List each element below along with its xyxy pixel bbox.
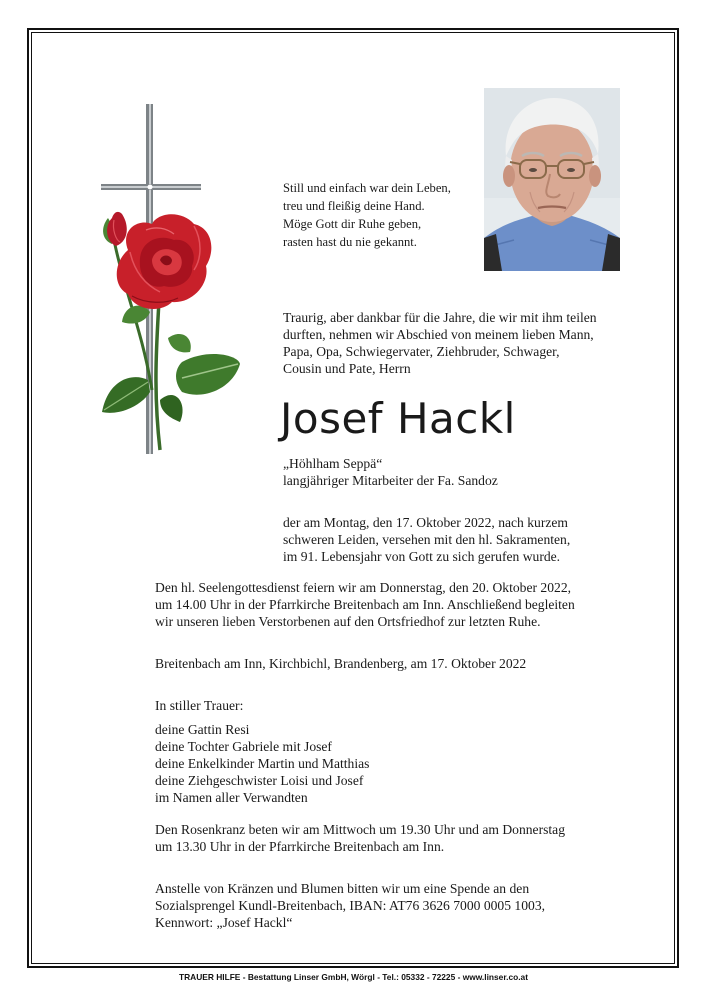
place-date: Breitenbach am Inn, Kirchbichl, Brandenberg, am 17. Oktober 2022 (155, 656, 527, 671)
poem-line: treu und fleißig deine Hand. (283, 199, 425, 213)
mourners-list (155, 721, 369, 806)
rosary-notice (155, 821, 565, 855)
donation-line: Anstelle von Kränzen und Blumen bitten wir um eine Spende an den (155, 881, 530, 896)
poem-line: rasten hast du nie gekannt. (283, 235, 417, 249)
poem-line: Still und einfach war dein Leben, (283, 181, 451, 195)
deceased-name: Josef Hackl (280, 394, 516, 443)
donation-line: Kennwort: „Josef Hackl“ (155, 915, 293, 930)
mass-line: Den hl. Seelengottesdienst feiern wir am Donnerstag, den 20. Oktober 2022, (155, 580, 572, 595)
portrait-photo (484, 88, 620, 271)
deceased-nickname: „Höhlham Seppä“ (283, 456, 383, 471)
death-line: im 91. Lebensjahr von Gott zu sich gerufen wurde. (283, 549, 561, 564)
mourner: deine Ziehgeschwister Loisi und Josef (155, 773, 364, 788)
mourner: deine Gattin Resi (155, 722, 250, 737)
death-notice (283, 514, 570, 565)
donation-line: Sozialsprengel Kundl-Breitenbach, IBAN: AT76 3626 7000 0005 1003, (155, 898, 546, 913)
portrait-icon (484, 88, 620, 271)
mourner: im Namen aller Verwandten (155, 790, 308, 805)
rose-bud-icon (107, 212, 127, 246)
rose-icon (117, 214, 212, 309)
intro-line: Cousin und Pate, Herrn (283, 361, 411, 376)
intro-text (283, 309, 597, 377)
death-line: der am Montag, den 17. Oktober 2022, nach kurzem (283, 515, 569, 530)
rosary-line: Den Rosenkranz beten wir am Mittwoch um 19.30 Uhr und am Donnerstag (155, 822, 565, 837)
intro-line: Papa, Opa, Schwiegervater, Ziehbruder, Schwager, (283, 344, 560, 359)
rosary-line: um 13.30 Uhr in der Pfarrkirche Breitenbach am Inn. (155, 839, 445, 854)
intro-line: Traurig, aber dankbar für die Jahre, die wir mit ihm teilen (283, 310, 597, 325)
mass-line: um 14.00 Uhr in der Pfarrkirche Breitenbach am Inn. Anschließend begleiten (155, 597, 575, 612)
poem (283, 179, 451, 251)
donation-notice (155, 880, 545, 931)
mourning-heading: In stiller Trauer: (155, 698, 244, 713)
footer-imprint: TRAUER HILFE - Bestattung Linser GmbH, Wörgl - Tel.: 05332 - 72225 - www.linser.co.at (178, 972, 529, 982)
poem-line: Möge Gott dir Ruhe geben, (283, 217, 422, 231)
deceased-details (283, 455, 498, 489)
mourner: deine Enkelkinder Martin und Matthias (155, 756, 370, 771)
funeral-mass (155, 579, 575, 630)
mourner: deine Tochter Gabriele mit Josef (155, 739, 332, 754)
mass-line: wir unseren lieben Verstorbenen auf den Ortsfriedhof zur letzten Ruhe. (155, 614, 541, 629)
death-line: schweren Leiden, versehen mit den hl. Sakramenten, (283, 532, 571, 547)
deceased-occupation: langjähriger Mitarbeiter der Fa. Sandoz (283, 473, 498, 488)
cross-rose-illustration (90, 100, 250, 460)
intro-line: durften, nehmen wir Abschied von meinem lieben Mann, (283, 327, 594, 342)
